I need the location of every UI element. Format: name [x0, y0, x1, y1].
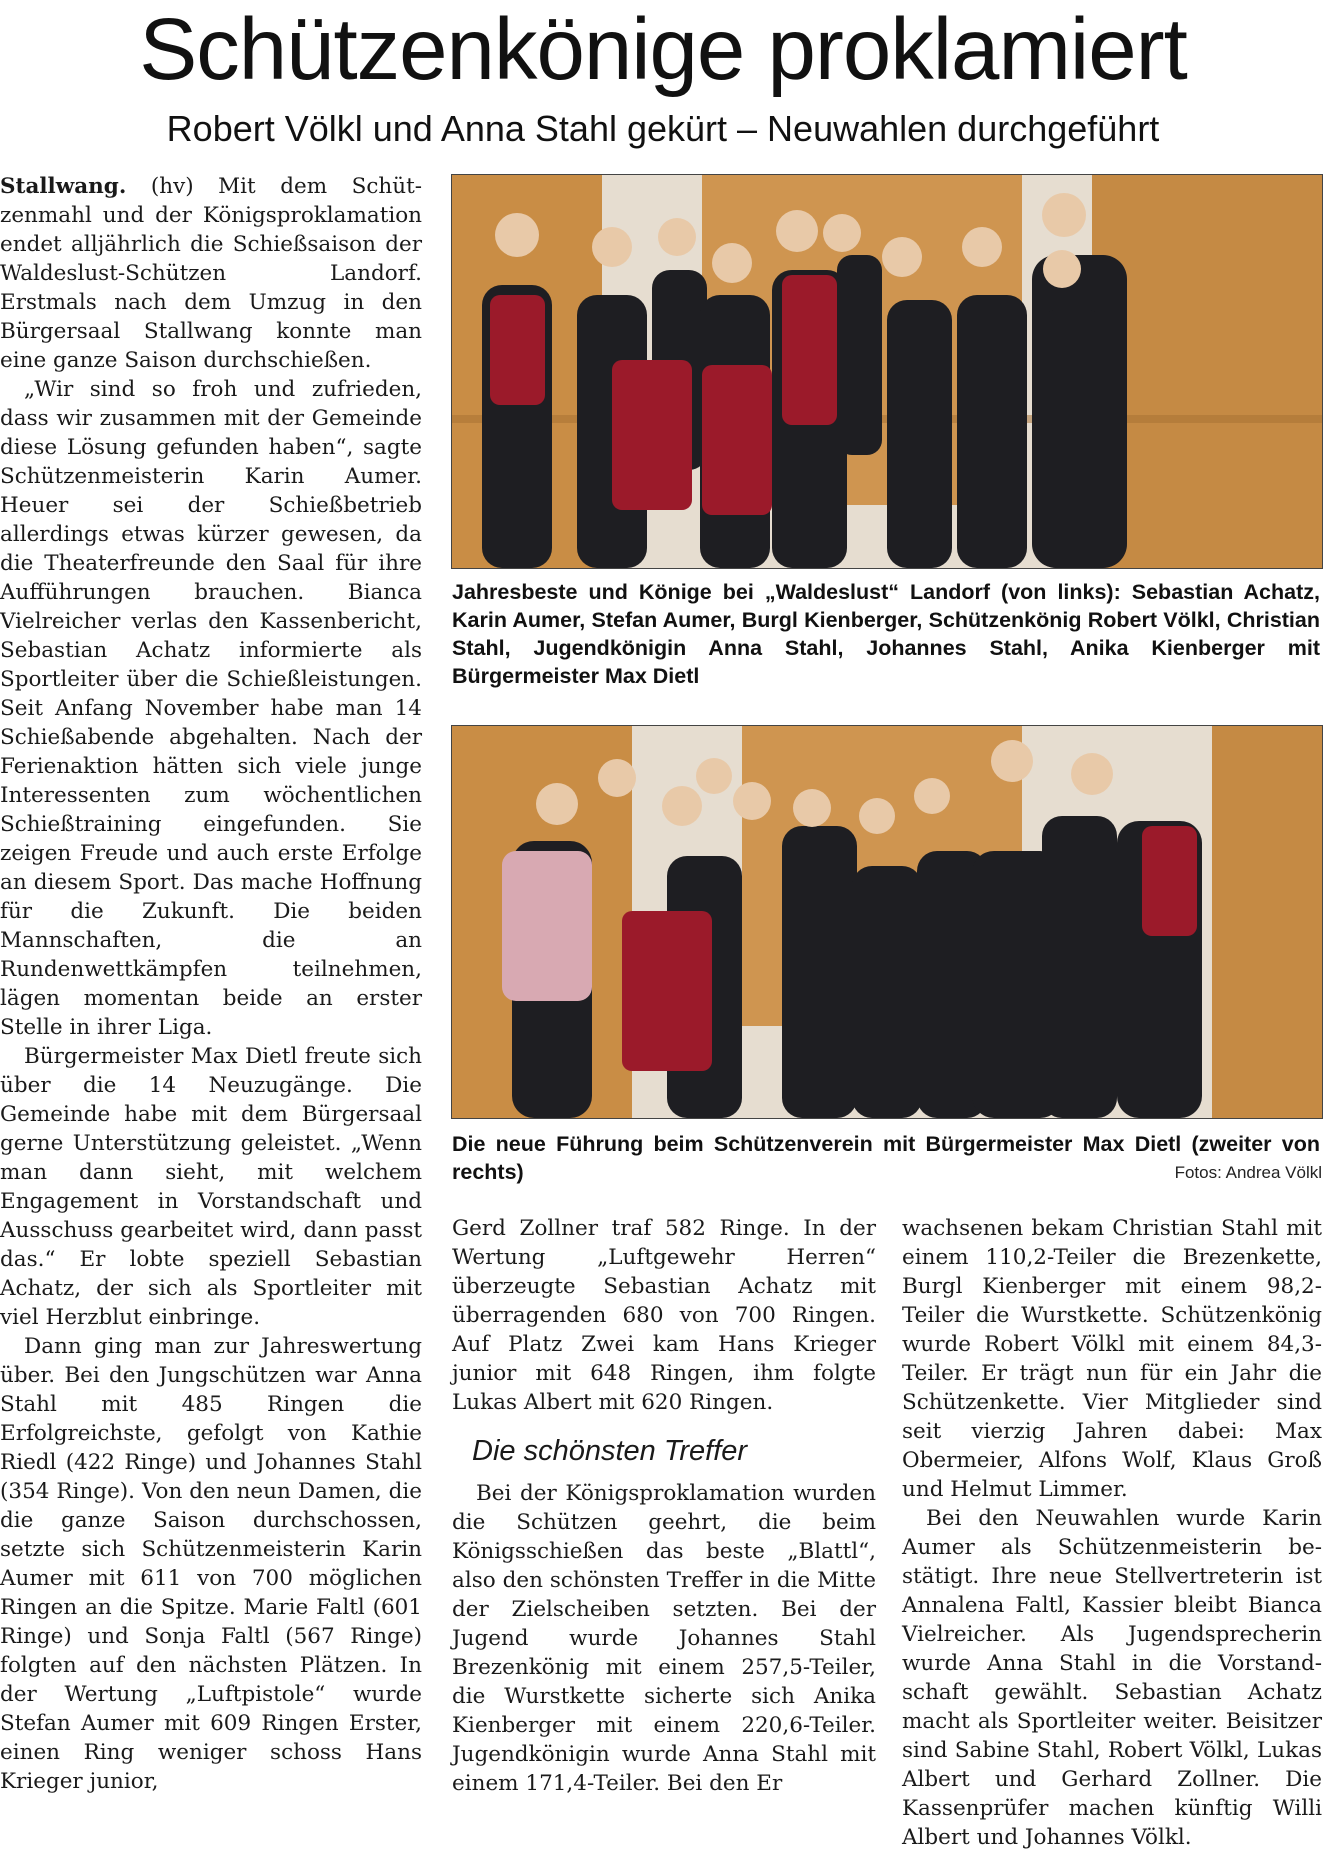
paragraph: Bürgermeister Max Dietl freute sich über die 14 Neuzugänge. Die Gemeinde habe mit dem Bürgersaal gerne Unterstützung geleistet. „Wenn man dann sieht, mit welchem Engagement in Vorstandschaft und Ausschuss gearbeitet wird, dann passt das.“ Er lobte speziell Sebastian Achatz, der sich als Sportleiter mit viel Herzblut einbringe. — [0, 1044, 422, 1330]
paragraph: Gerd Zollner traf 582 Ringe. In der Wertung „Luftgewehr Herren“ überzeugte Sebastian Achatz mit überragenden 680 von 700 Ringen. Auf Platz Zwei kam Hans Krieger junior mit 648 Ringen, ihm folgte Lukas Albert mit 620 Ringen. — [452, 1216, 876, 1415]
paragraph: wachsenen bekam Christian Stahl mit einem 110,2-Teiler die Brezenkette, Burgl Kienberger mit einem 98,2-Teiler die Wurstkette. Schützenkönig wurde Robert Völkl mit einem 84,3-Teiler. Er trägt nun für ein Jahr die Schützenkette. Vier Mitglieder sind seit vierzig Jahren dabei: Max Obermeier, Alfons Wolf, Klaus Groß und Helmut Limmer. — [902, 1216, 1322, 1502]
photo-caption-1: Jahresbeste und Könige bei „Waldeslust“ Landorf (von links): Sebastian Achatz, Karin Aumer, Stefan Aumer, Burgl Kienberger, Schützenkönig Robert Völkl, Christian Stahl, Jugendkönigin Anna Stahl, Johannes Stahl, Anika Kienberger mit Bürgermeister Max Dietl — [452, 580, 1320, 688]
group-photo-kings — [451, 174, 1323, 569]
group-photo-board — [451, 725, 1323, 1119]
photo-illustration — [452, 726, 1322, 1118]
article-column-2 — [452, 1214, 876, 1798]
headline: Schützenkönige proklamiert — [139, 1, 1187, 98]
article-column-1 — [0, 172, 422, 1796]
photo-illustration — [452, 175, 1322, 568]
photo-caption-2: Die neue Führung beim Schützenverein mit Bürgermeister Max Dietl (zweiter von rechts) — [452, 1132, 1320, 1184]
paragraph-text: (hv) Mit dem Schützenmahl und der Königsproklamation endet alljährlich die Schießsaison der Waldeslust-Schützen Landorf. Erstmals nach dem Umzug in den Bürgersaal Stallwang konnte man eine ganze Saison durchschießen. — [0, 174, 422, 373]
section-heading: Die schönsten Treffer — [472, 1435, 748, 1467]
dateline: Stallwang. — [0, 174, 127, 199]
subheadline: Robert Völkl und Anna Stahl gekürt – Neuwahlen durchgeführt — [166, 108, 1160, 149]
article-column-3 — [902, 1214, 1322, 1852]
paragraph: Dann ging man zur Jahreswertung über. Bei den Jungschützen war Anna Stahl mit 485 Ringen die Erfolgreichste, gefolgt von Kathie Riedl (422 Ringe) und Johannes Stahl (354 Ringe). Von den neun Damen, die die ganze Saison durchschossen, setzte sich Schützenmeisterin Karin Aumer mit 611 von 700 möglichen Ringen an die Spitze. Marie Faltl (601 Ringe) und Sonja Faltl (567 Ringe) folgten auf den nächsten Plätzen. In der Wertung „Luftpistole“ wurde Stefan Aumer mit 609 Ringen Erster, einen Ring weniger schoss Hans Krieger junior, — [0, 1334, 422, 1794]
photo-credit: Fotos: Andrea Völkl — [1174, 1163, 1322, 1182]
paragraph: „Wir sind so froh und zufrieden, dass wir zusammen mit der Gemeinde diese Lösung gefunden haben“, sagte Schützenmeisterin Karin Aumer. Heuer sei der Schießbetrieb allerdings etwas kürzer gewesen, da die Theaterfreunde den Saal für ihre Aufführungen brauchen. Bianca Vielreicher verlas den Kassenbericht, Sebastian Achatz informierte als Sportleiter über die Schießleistungen. Seit Anfang November habe man 14 Schießabende abgehalten. Nach der Ferienaktion hätten sich viele junge Interessenten zum wöchentlichen Schießtraining eingefunden. Sie zeigen Freude und auch erste Erfolge an diesem Sport. Das mache Hoffnung für die Zukunft. Die beiden Mannschaften, die an Rundenwettkämpfen teilnehmen, lägen momentan beide an erster Stelle in ihrer Liga. — [0, 377, 422, 1040]
paragraph — [0, 172, 422, 375]
paragraph: Bei der Königsproklamation wurden die Schützen geehrt, die beim Königsschießen das beste „Blattl“, also den schönsten Treffer in die Mitte der Zielscheiben setzten. Bei der Jugend wurde Johannes Stahl Brezenkönig mit einem 257,5-Teiler, die Wurstkette sicherte sich Anika Kienberger mit einem 220,6-Teiler. Jugendkönigin wurde Anna Stahl mit einem 171,4-Teiler. Bei den Er — [452, 1481, 876, 1796]
paragraph: Bei den Neuwahlen wurde Karin Aumer als Schützenmeisterin bestätigt. Ihre neue Stellvertreterin ist Annalena Faltl, Kassier bleibt Bianca Vielreicher. Als Jugendsprecherin wurde Anna Stahl in die Vorstandschaft gewählt. Sebastian Achatz macht als Sportleiter weiter. Beisitzer sind Sabine Stahl, Robert Völkl, Lukas Albert und Gerhard Zollner. Die Kassenprüfer machen künftig Willi Albert und Johannes Völkl. — [902, 1506, 1322, 1850]
